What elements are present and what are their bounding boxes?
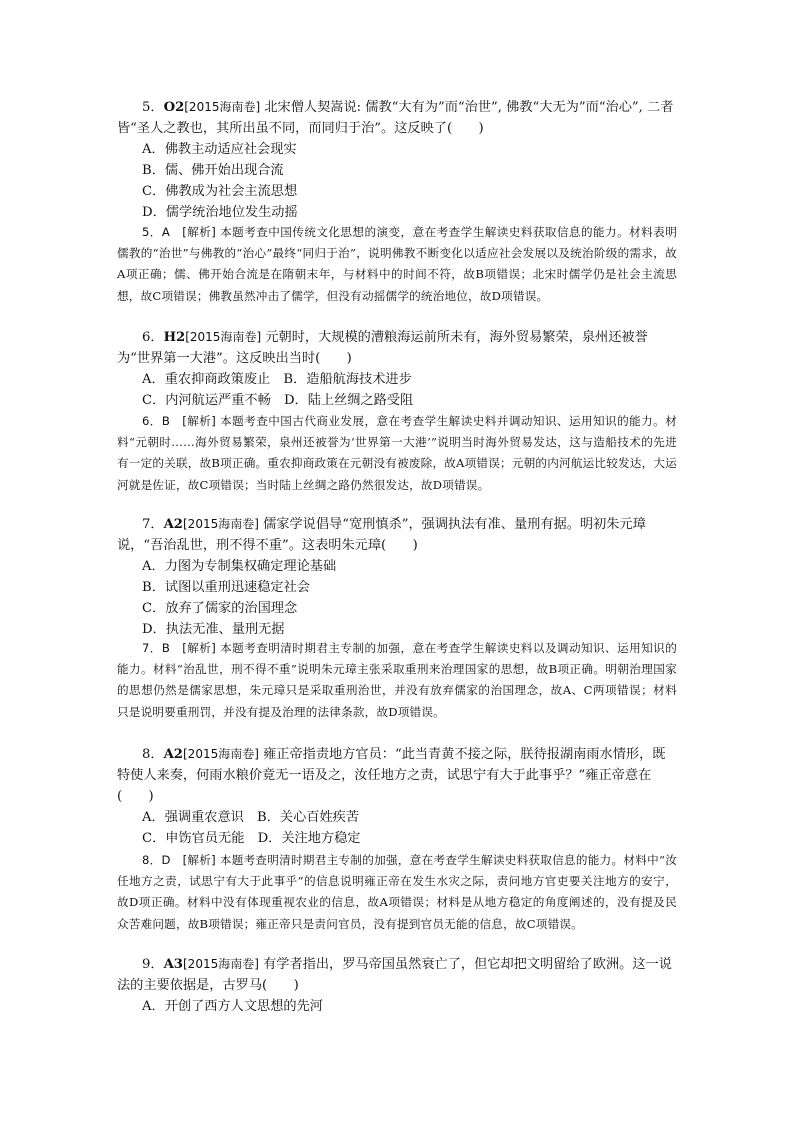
question-9 — [117, 954, 677, 1017]
option-cd: C．内河航运严重不畅 D．陆上丝绸之路受阻 — [142, 393, 414, 408]
question-stem — [117, 954, 677, 996]
question-source: [2015海南卷] — [183, 747, 259, 761]
question-source: [2015海南卷] — [185, 330, 262, 344]
question-number: 8． — [142, 747, 164, 762]
stem-text: 有学者指出，罗马帝国虽然衰亡了，但它却把文明留给了欧洲。这一说法的主要依据是，古罗马( ) — [117, 957, 672, 993]
option-b: B．儒、佛开始出现合流 — [142, 163, 284, 178]
question-6 — [117, 327, 677, 411]
option-b: B．试图以重刑迅速稳定社会 — [142, 580, 310, 595]
answer-text: 本题考查中国古代商业发展，意在考查学生解读史料并调动知识、运用知识的能力。材料“元朝时……海外贸易繁荣，泉州还被誉为‘世界第一大港’”说明当时海外贸易发达，这与造船技术的先进有一定的关联，故B项正确。重农抑商政策在元朝没有被废除，故A项错误；元朝的内河航运比较发达，大运河就是佐证，故C项错误；当时陆上丝绸之路仍然很发达，故D项错误。 — [117, 414, 677, 492]
question-number: 6． — [142, 330, 164, 345]
question-number: 7． — [142, 517, 164, 532]
question-number: 9． — [142, 957, 164, 972]
option-d: D．儒学统治地位发生动摇 — [142, 205, 298, 220]
question-stem — [117, 514, 677, 556]
option-c: C．佛教成为社会主流思想 — [142, 184, 298, 199]
question-stem — [117, 327, 677, 369]
knowledge-code: H2 — [163, 330, 186, 345]
answer-label: 6．B [解析] — [142, 414, 216, 428]
option-ab: A．重农抑商政策废止 B．造船航海技术进步 — [142, 372, 412, 387]
question-8 — [117, 744, 677, 849]
stem-text: 儒家学说倡导“宽刑慎杀”，强调执法有准、量刑有据。明初朱元璋说，“吾治乱世，刑不得不重”。这表明朱元璋( ) — [117, 517, 646, 553]
question-source: [2015海南卷] — [183, 517, 259, 531]
question-7 — [117, 514, 677, 640]
answer-text: 本题考查明清时期君主专制的加强，意在考查学生解读史料获取信息的能力。材料中“汝任地方之责，试思宁有大于此事乎”的信息说明雍正帝在发生水灾之际，责问地方官吏要关注地方的安宁，故D项正确。材料中没有体现重视农业的信息，故A项错误；材料是从地方稳定的角度阐述的，没有提及民众苦难问题，故B项错误；雍正帝只是责问官员，没有提到官员无能的信息，故C项错误。 — [117, 853, 677, 931]
stem-text: 雍正帝指责地方官员：“此当青黄不接之际，朕待报湖南雨水情形，既特使人来奏，何雨水粮价竟无一语及之，汝任地方之责，试思宁有大于此事乎？”雍正帝意在( ) — [117, 747, 666, 804]
question-source: [2015海南卷] — [183, 957, 259, 971]
stem-text: 北宋僧人契嵩说: 儒教“大有为”而“治世”, 佛教“大无为”而“治心”, 二者皆“圣人之教也，其所出虽不同，而同归于治”。这反映了( ) — [117, 100, 674, 136]
stem-text: 元朝时，大规模的漕粮海运前所未有，海外贸易繁荣，泉州还被誉为“世界第一大港”。这反映出当时( ) — [117, 330, 648, 366]
option-ab: A．强调重农意识 B．关心百姓疾苦 — [142, 810, 360, 825]
answer-8 — [117, 850, 677, 935]
option-a: A．力图为专制集权确定理论基础 — [142, 559, 337, 574]
option-d: D．执法无准、量刑无据 — [142, 622, 285, 637]
knowledge-code: A2 — [163, 747, 183, 762]
knowledge-code: O2 — [163, 100, 185, 115]
option-c: C．放弃了儒家的治国理念 — [142, 601, 298, 616]
knowledge-code: A2 — [163, 517, 183, 532]
question-5 — [117, 97, 677, 223]
answer-text: 本题考查中国传统文化思想的演变，意在考查学生解读史料获取信息的能力。材料表明儒教的“治世”与佛教的“治心”最终“同归于治”，说明佛教不断变化以适应社会发展以及统治阶级的需求，故A项正确；儒、佛开始合流是在隋朝末年，与材料中的时间不符，故B项错误；北宋时儒学仍是社会主流思想，故C项错误；佛教虽然冲击了儒学，但没有动摇儒学的统治地位，故D项错误。 — [117, 225, 677, 303]
question-number: 5． — [142, 100, 164, 115]
option-cd: C．申饬官员无能 D．关注地方稳定 — [142, 831, 361, 846]
answer-label: 8．D [解析] — [142, 853, 216, 867]
question-stem — [117, 744, 677, 807]
answer-text: 本题考查明清时期君主专制的加强，意在考查学生解读史料以及调动知识、运用知识的能力。材料“治乱世，刑不得不重”说明朱元璋主张采取重刑来治理国家的思想，故B项正确。明朝治理国家的思想仍然是儒家思想，朱元璋只是采取重刑治世，并没有放弃儒家的治国理念，故A、C两项错误；材料只是说明要重刑罚，并没有提及治理的法律条款，故D项错误。 — [117, 641, 677, 719]
answer-label: 7．B [解析] — [142, 641, 216, 655]
knowledge-code: A3 — [163, 957, 183, 972]
option-a: A．开创了西方人文思想的先河 — [142, 999, 323, 1014]
answer-7 — [117, 638, 677, 723]
answer-6 — [117, 411, 677, 496]
answer-5 — [117, 222, 677, 307]
question-stem — [117, 97, 677, 139]
question-source: [2015海南卷] — [184, 100, 261, 114]
option-a: A．佛教主动适应社会现实 — [142, 142, 297, 157]
answer-label: 5．A [解析] — [142, 225, 216, 239]
